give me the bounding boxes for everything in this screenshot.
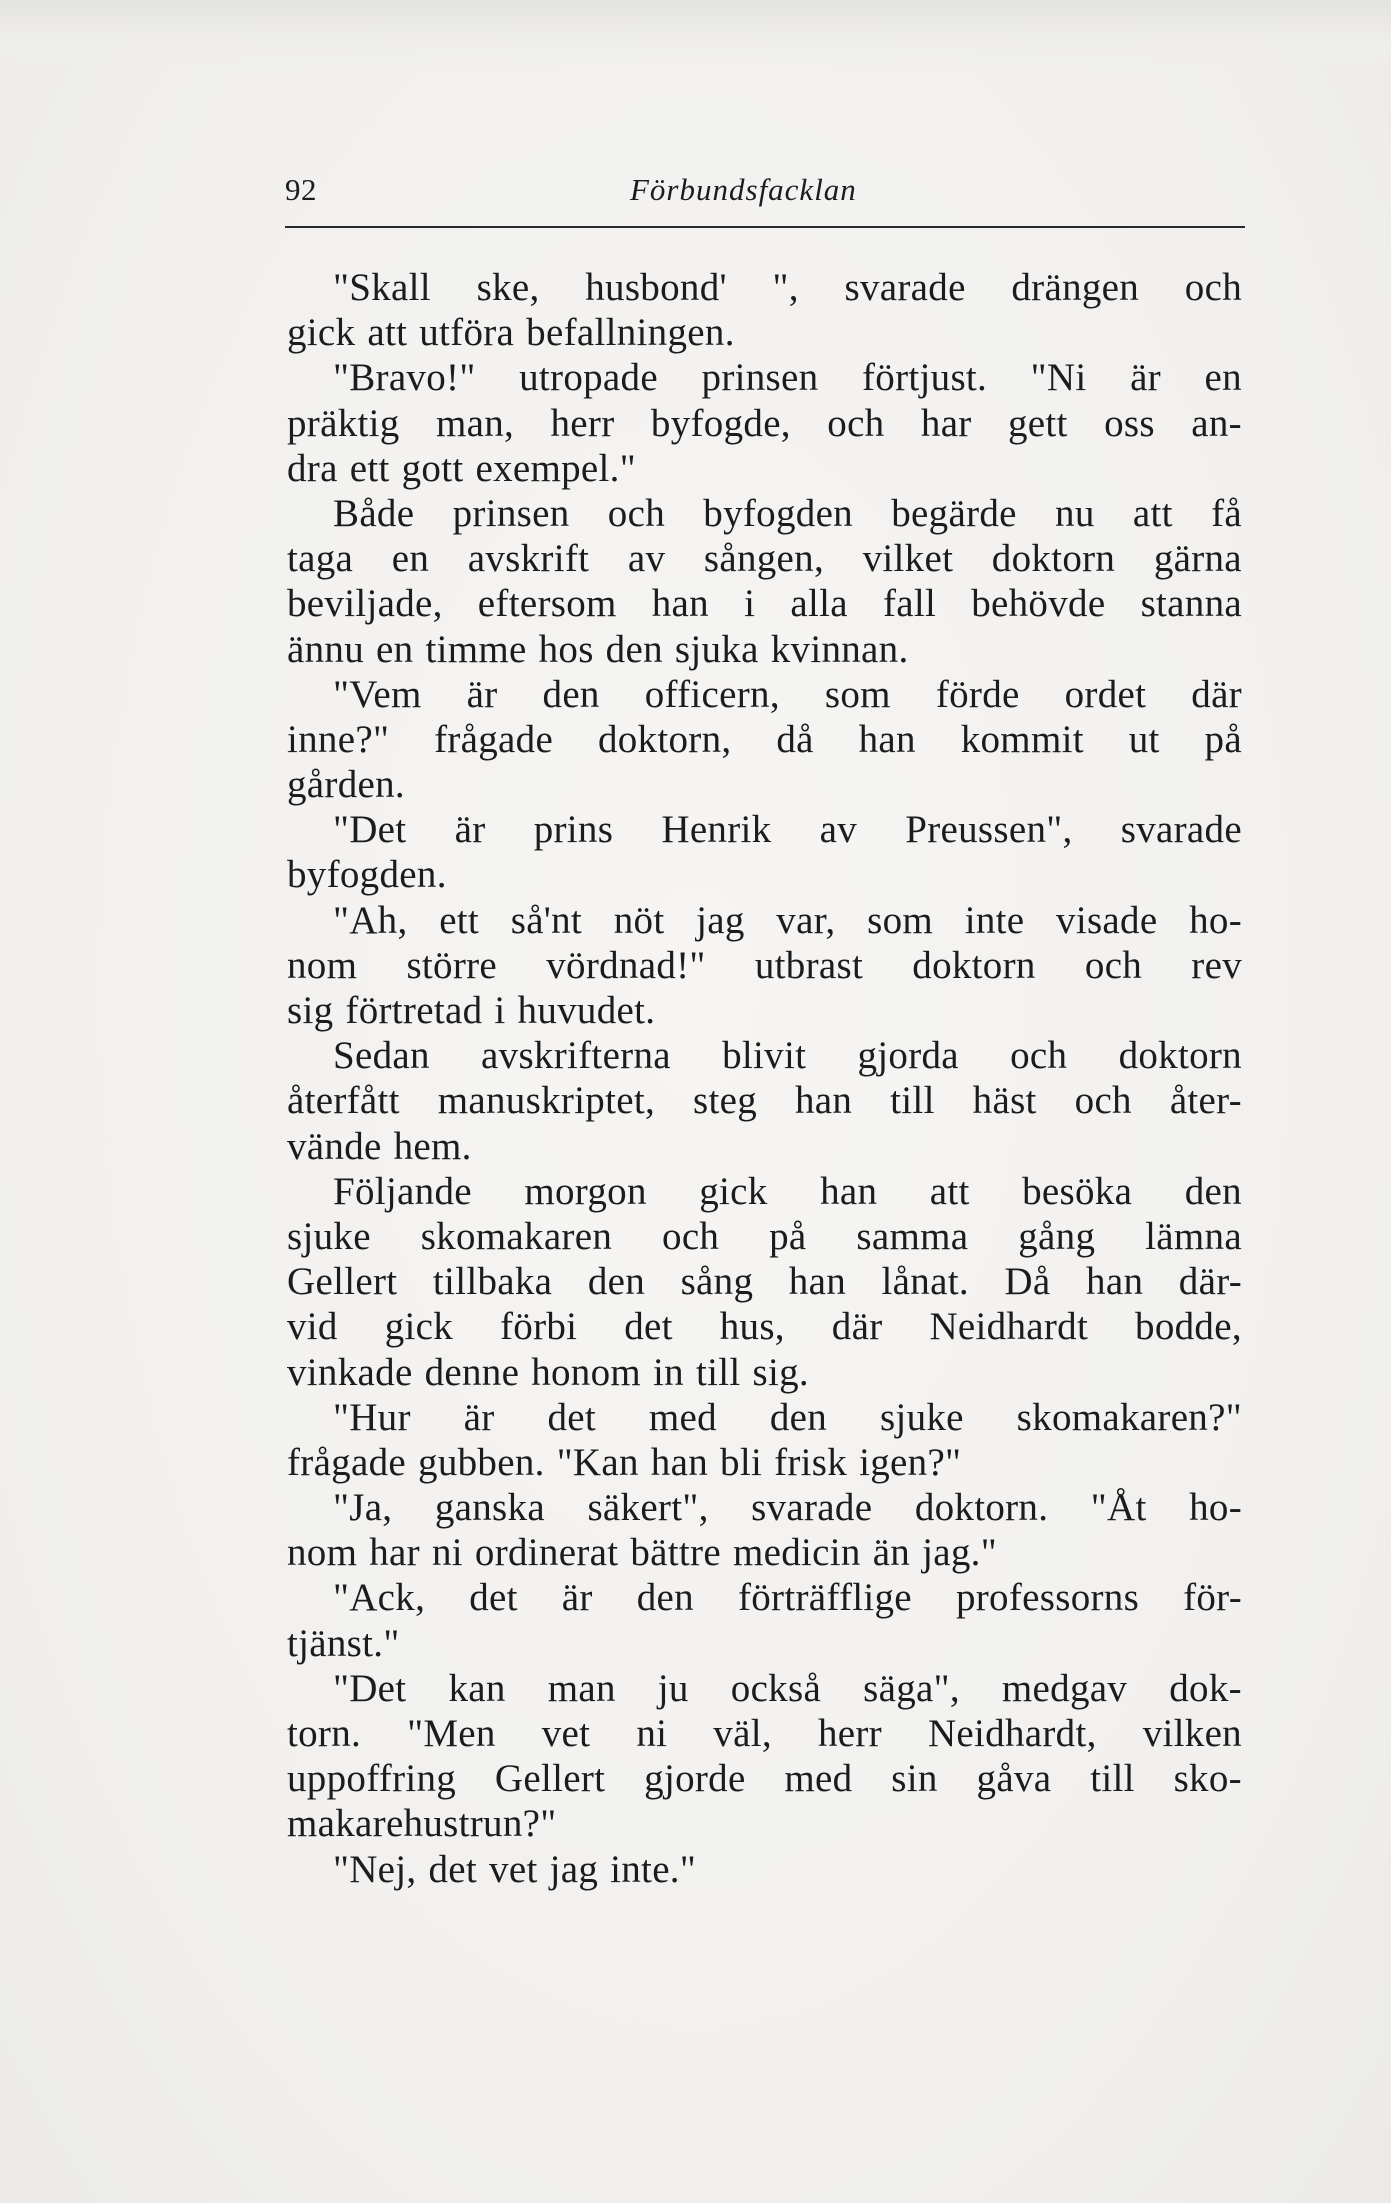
page-top-edge: [0, 0, 1391, 70]
text-line: vinkade denne honom in till sig.: [287, 1350, 809, 1394]
text-line: återfått manuskriptet, steg han till häst och åter-: [287, 1079, 1242, 1123]
running-title: Förbundsfacklan: [630, 172, 857, 207]
text-line: Följande morgon gick han att besöka den: [333, 1169, 1242, 1213]
text-line: makarehustrun?": [287, 1802, 557, 1846]
text-line: "Ack, det är den förträfflige professorns för-: [333, 1576, 1242, 1620]
text-line: "Hur är det med den sjuke skomakaren?": [333, 1395, 1242, 1439]
text-line: präktig man, herr byfogde, och har gett oss an-: [287, 401, 1242, 445]
text-line: vände hem.: [287, 1124, 472, 1168]
text-line: uppoffring Gellert gjorde med sin gåva till sko-: [287, 1757, 1242, 1801]
text-line: tjänst.": [287, 1621, 400, 1665]
text-line: nom större vördnad!" utbrast doktorn och rev: [287, 943, 1242, 987]
text-line: gick att utföra befallningen.: [287, 311, 735, 355]
text-line: byfogden.: [287, 853, 447, 897]
text-line: Både prinsen och byfogden begärde nu att få: [333, 491, 1242, 535]
text-line: "Nej, det vet jag inte.": [333, 1847, 697, 1891]
text-line: "Bravo!" utropade prinsen förtjust. "Ni är en: [333, 356, 1242, 400]
text-line: frågade gubben. "Kan han bli frisk igen?": [287, 1440, 962, 1484]
text-line: Gellert tillbaka den sång han lånat. Då han där-: [287, 1260, 1242, 1304]
text-line: beviljade, eftersom han i alla fall behövde stanna: [287, 582, 1242, 626]
text-line: "Ja, ganska säkert", svarade doktorn. "Åt ho-: [333, 1486, 1242, 1530]
text-line: "Ah, ett så'nt nöt jag var, som inte visade ho-: [333, 898, 1242, 942]
text-line: "Det kan man ju också säga", medgav dok-: [333, 1666, 1242, 1710]
text-line: "Vem är den officern, som förde ordet där: [333, 672, 1242, 716]
text-line: gården.: [287, 763, 405, 807]
text-line: nom har ni ordinerat bättre medicin än jag.": [287, 1531, 997, 1575]
text-line: taga en avskrift av sången, vilket doktorn gärna: [287, 537, 1242, 581]
page-number: 92: [285, 172, 317, 207]
text-line: vid gick förbi det hus, där Neidhardt bodde,: [287, 1305, 1242, 1349]
text-line: sjuke skomakaren och på samma gång lämna: [287, 1214, 1242, 1258]
text-line: Sedan avskrifterna blivit gjorda och doktorn: [333, 1034, 1242, 1078]
text-line: dra ett gott exempel.": [287, 446, 636, 490]
text-line: "Det är prins Henrik av Preussen", svarade: [333, 808, 1242, 852]
text-line: sig förtretad i huvudet.: [287, 989, 656, 1032]
text-line: ännu en timme hos den sjuka kvinnan.: [287, 627, 909, 671]
text-line: inne?" frågade doktorn, då han kommit ut på: [287, 717, 1242, 761]
text-line: torn. "Men vet ni väl, herr Neidhardt, vilken: [287, 1712, 1242, 1755]
body-text: [287, 265, 1242, 1892]
header-rule: [285, 226, 1245, 228]
page-header: [285, 168, 1245, 224]
text-line: "Skall ske, husbond' ", svarade drängen och: [333, 266, 1242, 309]
